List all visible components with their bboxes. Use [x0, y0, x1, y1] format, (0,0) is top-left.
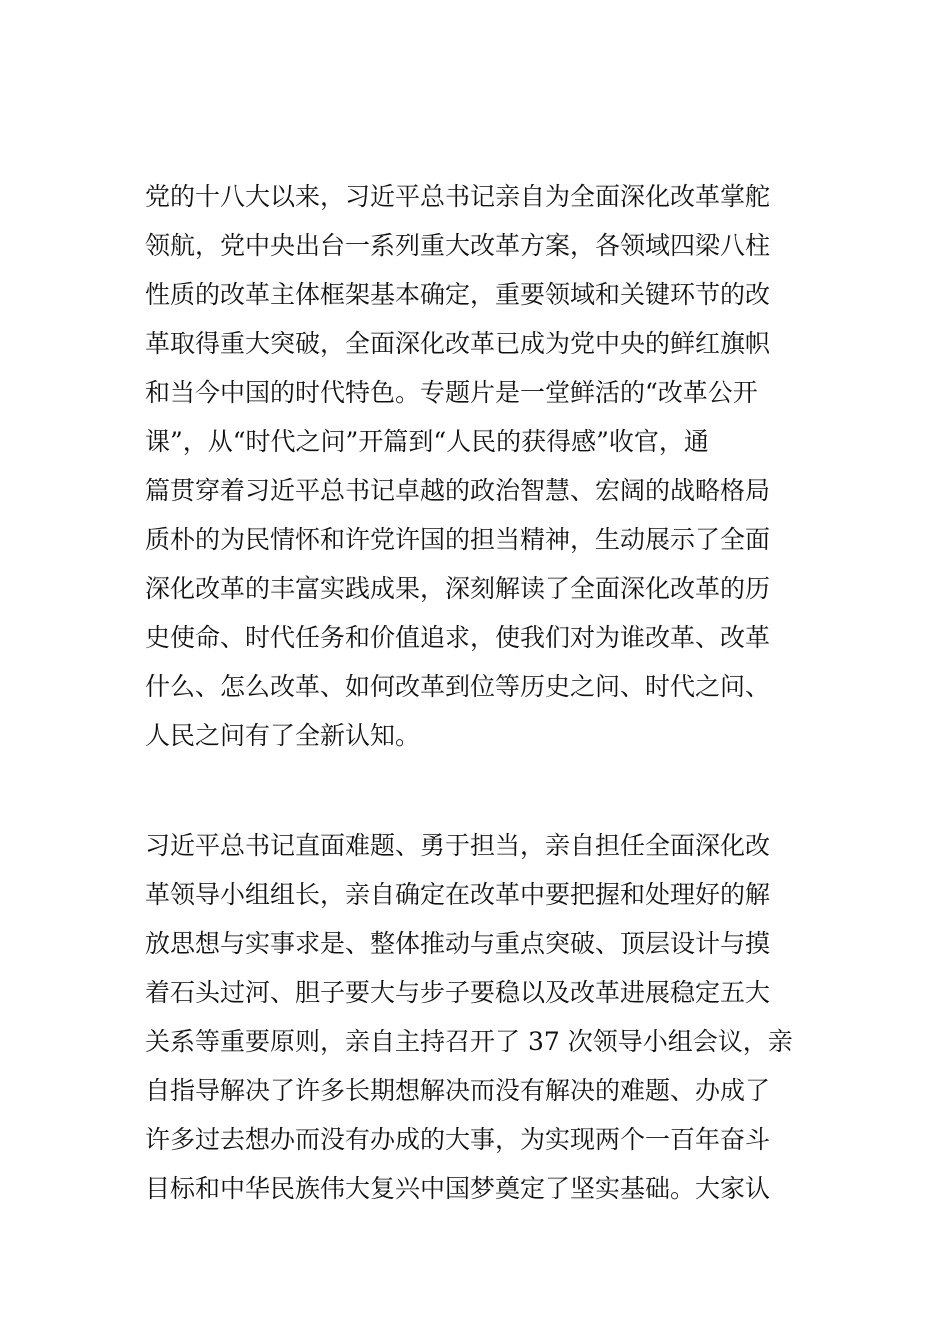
paragraph-1: [145, 172, 810, 760]
paragraph-line: 放思想与实事求是、整体推动与重点突破、顶层设计与摸: [145, 929, 771, 958]
paragraph-line: 质朴的为民情怀和许党许国的担当精神，生动展示了全面: [145, 525, 771, 554]
paragraph-line: 篇贯穿着习近平总书记卓越的政治智慧、宏阔的战略格局: [145, 476, 771, 505]
paragraph-line: 许多过去想办而没有办成的大事，为实现两个一百年奋斗: [145, 1125, 771, 1154]
paragraph-line: 性质的改革主体框架基本确定，重要领域和关键环节的改: [145, 280, 771, 309]
paragraph-line: 自指导解决了许多长期想解决而没有解决的难题、办成了: [145, 1076, 771, 1105]
paragraph-line: 史使命、时代任务和价值追求，使我们对为谁改革、改革: [145, 623, 771, 652]
paragraph-line: 习近平总书记直面难题、勇于担当，亲自担任全面深化改: [145, 831, 771, 860]
paragraph-line: 革取得重大突破，全面深化改革已成为党中央的鲜红旗帜: [145, 329, 771, 358]
paragraph-line: 党的十八大以来，习近平总书记亲自为全面深化改革掌舵: [145, 182, 771, 211]
paragraph-line: 革领导小组组长，亲自确定在改革中要把握和处理好的解: [145, 880, 771, 909]
paragraph-line: 和当今中国的时代特色。专题片是一堂鲜活的“改革公开: [145, 378, 758, 407]
paragraph-2: [145, 821, 810, 1213]
paragraph-line: 人民之问有了全新认知。: [145, 721, 421, 750]
paragraph-line: 什么、怎么改革、如何改革到位等历史之问、时代之问、: [145, 672, 771, 701]
paragraph-line: 深化改革的丰富实践成果，深刻解读了全面深化改革的历: [145, 574, 771, 603]
paragraph-line: 课”，从“时代之问”开篇到“人民的获得感”收官，通: [145, 427, 709, 456]
paragraph-line: 领航，党中央出台一系列重大改革方案，各领域四梁八柱: [145, 231, 771, 260]
paragraph-line: 关系等重要原则，亲自主持召开了 37 次领导小组会议，亲: [145, 1027, 793, 1056]
paragraph-line: 目标和中华民族伟大复兴中国梦奠定了坚实基础。大家认: [145, 1174, 771, 1203]
paragraph-line: 着石头过河、胆子要大与步子要稳以及改革进展稳定五大: [145, 978, 771, 1007]
